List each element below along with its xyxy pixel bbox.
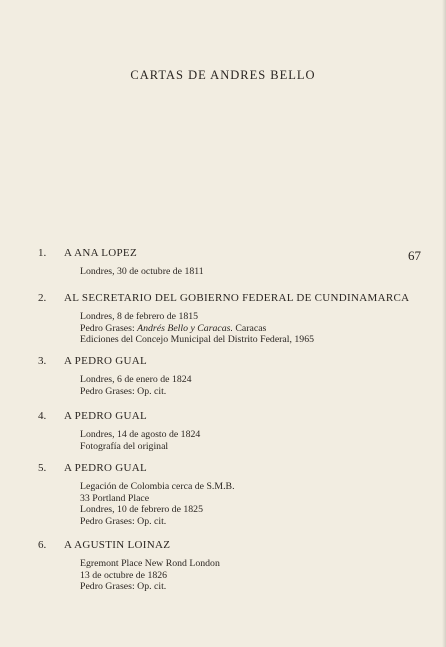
entry-line: Ediciones del Concejo Municipal del Distrito Federal, 1965 — [80, 334, 314, 345]
entry-title: A PEDRO GUAL — [64, 462, 148, 474]
entry-line: Egremont Place New Rond London — [80, 558, 220, 569]
entry-line: Pedro Grases: Op. cit. — [80, 515, 167, 527]
entry-line: 13 de octubre de 1826 — [80, 569, 168, 581]
entry-details — [80, 311, 314, 346]
entry-number: 2. — [38, 292, 47, 304]
entry-line: Legación de Colombia cerca de S.M.B. — [80, 481, 235, 492]
entry-number: 3. — [38, 355, 47, 367]
entry-details — [80, 481, 235, 527]
entry-number: 1. — [38, 247, 47, 259]
source-suffix: Caracas — [232, 322, 267, 334]
entry-title: A ANA LOPEZ — [64, 247, 137, 259]
entry-title: A AGUSTIN LOINAZ — [64, 539, 171, 551]
entry-line: Londres, 8 de febrero de 1815 — [80, 311, 199, 322]
entry-line: Londres, 14 de agosto de 1824 — [80, 429, 201, 440]
source-title: Andrés Bello y Caracas. — [137, 322, 233, 334]
entry-number: 4. — [38, 410, 47, 422]
entry-line: Pedro Grases: Op. cit. — [80, 385, 167, 397]
entry-title: AL SECRETARIO DEL GOBIERNO FEDERAL DE CUNDINAMARCA — [64, 292, 410, 304]
source-prefix: Pedro Grases: — [80, 322, 138, 334]
page-header: CARTAS DE ANDRES BELLO — [130, 68, 316, 82]
entry-source-line — [80, 323, 314, 335]
entry-details — [80, 374, 192, 397]
entry-line: Londres, 30 de octubre de 1811 — [80, 266, 204, 277]
entry-title: A PEDRO GUAL — [64, 410, 148, 422]
entry-line: Londres, 6 de enero de 1824 — [80, 374, 192, 385]
entry-details — [80, 558, 220, 593]
entry-title: A PEDRO GUAL — [64, 355, 148, 367]
entry-line: Londres, 10 de febrero de 1825 — [80, 504, 203, 515]
page-number: 67 — [408, 248, 421, 263]
entry-line: 33 Portland Place — [80, 492, 150, 504]
entry-details — [80, 429, 200, 452]
entry-number: 6. — [38, 539, 47, 551]
entry-number: 5. — [38, 462, 47, 474]
entry-details — [80, 266, 204, 278]
entry-line: Pedro Grases: Op. cit. — [80, 581, 167, 592]
entry-line: Fotografía del original — [80, 440, 169, 452]
